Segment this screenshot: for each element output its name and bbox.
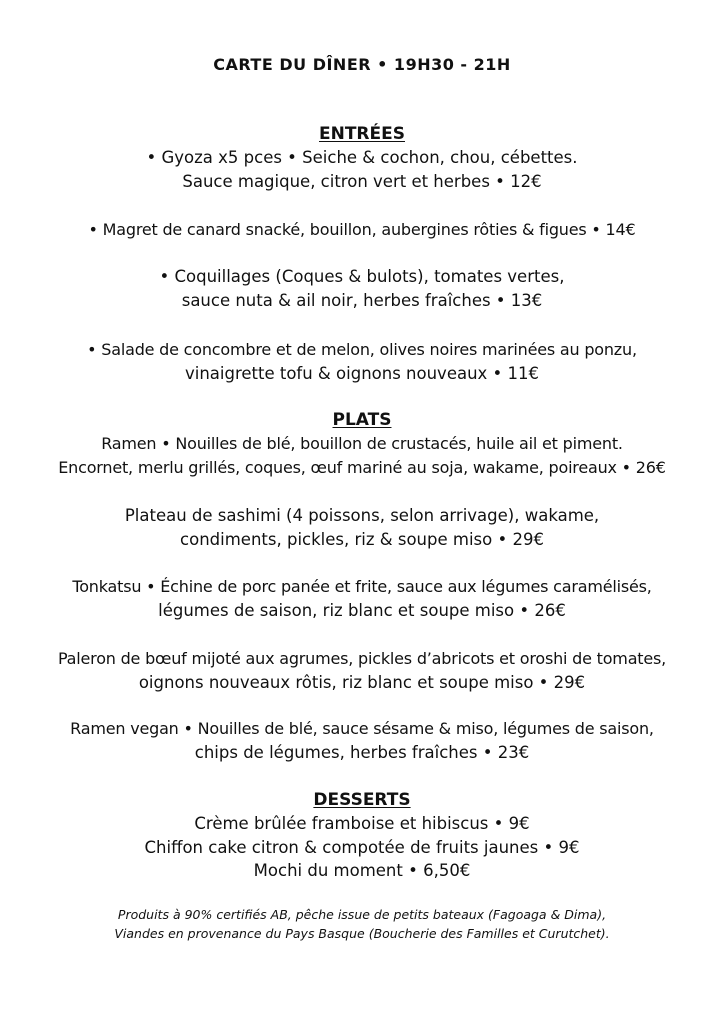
menu-title: CARTE DU DÎNER • 19H30 - 21H — [213, 55, 511, 74]
plat-paleron-line-2: oignons nouveaux rôtis, riz blanc et soupe miso • 29€ — [138, 673, 586, 692]
desserts-heading: DESSERTS — [313, 790, 411, 810]
footnote-line-2: Viandes en provenance du Pays Basque (Boucherie des Familles et Curutchet). — [114, 926, 610, 941]
plat-ramen-vegan-line-1: Ramen vegan • Nouilles de blé, sauce sésame & miso, légumes de saison, — [70, 719, 654, 738]
plat-ramen-line-2: Encornet, merlu grillés, coques, œuf mariné au soja, wakame, poireaux • 26€ — [58, 458, 666, 477]
entrees-heading: ENTRÉES — [319, 124, 405, 144]
entree-salade-line-2: vinaigrette tofu & oignons nouveaux • 11€ — [184, 364, 540, 383]
plat-sashimi-line-1: Plateau de sashimi (4 poissons, selon arrivage), wakame, — [124, 506, 600, 525]
footnote-line-1: Produits à 90% certifiés AB, pêche issue de petits bateaux (Fagoaga & Dima), — [117, 907, 607, 922]
plat-ramen-line-1: Ramen • Nouilles de blé, bouillon de crustacés, huile ail et piment. — [101, 434, 623, 453]
plat-tonkatsu-line-2: légumes de saison, riz blanc et soupe miso • 26€ — [158, 601, 566, 620]
plat-paleron-line-1: Paleron de bœuf mijoté aux agrumes, pickles d’abricots et oroshi de tomates, — [57, 649, 667, 668]
dessert-creme-brulee-line: Crème brûlée framboise et hibiscus • 9€ — [194, 814, 530, 833]
plat-sashimi-line-2: condiments, pickles, riz & soupe miso • 29€ — [180, 530, 544, 549]
dessert-chiffon-cake-line: Chiffon cake citron & compotée de fruits jaunes • 9€ — [144, 838, 580, 857]
entree-coquillages-line-2: sauce nuta & ail noir, herbes fraîches • 13€ — [181, 291, 543, 310]
entree-gyoza-line-1: • Gyoza x5 pces • Seiche & cochon, chou, cébettes. — [146, 148, 578, 167]
plat-tonkatsu-line-1: Tonkatsu • Échine de porc panée et frite, sauce aux légumes caramélisés, — [72, 577, 652, 596]
dessert-mochi-line: Mochi du moment • 6,50€ — [253, 861, 471, 880]
plats-heading: PLATS — [332, 410, 392, 430]
entree-gyoza-line-2: Sauce magique, citron vert et herbes • 12€ — [182, 172, 542, 191]
entree-salade-line-1: • Salade de concombre et de melon, olives noires marinées au ponzu, — [87, 340, 637, 359]
entree-magret-line: • Magret de canard snacké, bouillon, aubergines rôties & figues • 14€ — [88, 220, 636, 239]
plat-ramen-vegan-line-2: chips de légumes, herbes fraîches • 23€ — [194, 743, 530, 762]
entree-coquillages-line-1: • Coquillages (Coques & bulots), tomates vertes, — [159, 267, 565, 286]
